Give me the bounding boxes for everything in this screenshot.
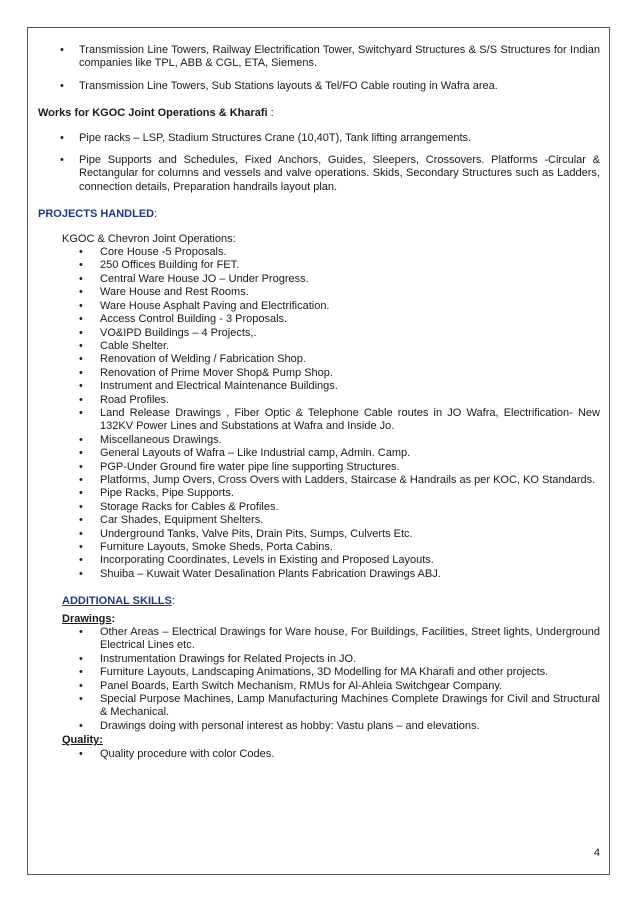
project-item: • Cable Shelter.: [62, 340, 600, 353]
kgoc-bullet-item: • Pipe Supports and Schedules, Fixed Anchors, Guides, Sleepers, Crossovers. Platforms -Circular & Rectangular for columns and vessels and valve operations. Skids, Secondary Structures such as Ladders, connection details, Preparation handrails layout plan.: [38, 154, 600, 194]
project-item: • PGP-Under Ground fire water pipe line supporting Structures.: [62, 461, 600, 474]
project-item: • Ware House Asphalt Paving and Electrification.: [62, 300, 600, 313]
project-item: • Pipe Racks, Pipe Supports.: [62, 487, 600, 500]
project-item: • 250 Offices Building for FET.: [62, 259, 600, 272]
project-item: • Ware House and Rest Rooms.: [62, 286, 600, 299]
projects-intro: KGOC & Chevron Joint Operations:: [62, 232, 236, 245]
drawings-heading-text: Drawings: [62, 612, 112, 625]
quality-heading: Quality:: [62, 734, 103, 747]
projects-list: [62, 246, 600, 581]
project-item: • Underground Tanks, Valve Pits, Drain Pits, Sumps, Culverts Etc.: [62, 528, 600, 541]
intro-bullet-list: [38, 44, 600, 93]
intro-bullet-item: • Transmission Line Towers, Railway Electrification Tower, Switchyard Structures & S/S Structures for Indian companies like TPL, ABB & CGL, ETA, Siemens.: [38, 44, 600, 71]
project-item: • Furniture Layouts, Smoke Sheds, Porta Cabins.: [62, 541, 600, 554]
drawings-heading-suffix: :: [111, 612, 116, 625]
project-item: • Instrument and Electrical Maintenance Buildings.: [62, 380, 600, 393]
drawing-skill-item: • Special Purpose Machines, Lamp Manufacturing Machines Complete Drawings for Civil and Structural & Mechanical.: [62, 693, 600, 720]
drawing-skill-item: • Drawings doing with personal interest as hobby: Vastu plans – and elevations.: [62, 720, 600, 733]
quality-item: • Quality procedure with color Codes.: [62, 748, 600, 761]
project-item: • Renovation of Prime Mover Shop& Pump Shop.: [62, 367, 600, 380]
additional-skills-heading-suffix: :: [171, 595, 175, 608]
projects-heading: [38, 208, 600, 221]
kgoc-heading-text: Works for KGOC Joint Operations & Kharafi: [38, 107, 268, 120]
drawings-heading: [62, 613, 600, 626]
intro-bullet-item: • Transmission Line Towers, Sub Stations layouts & Tel/FO Cable routing in Wafra area.: [38, 80, 600, 93]
additional-skills-heading: [62, 595, 600, 608]
project-item: • Access Control Building - 3 Proposals.: [62, 313, 600, 326]
kgoc-heading: [38, 107, 600, 120]
projects-heading-suffix: :: [154, 208, 158, 221]
project-item: • Miscellaneous Drawings.: [62, 434, 600, 447]
quality-list: [62, 748, 600, 761]
project-item: • Core House -5 Proposals.: [62, 246, 600, 259]
drawings-list: [62, 626, 600, 733]
project-item: • Shuiba – Kuwait Water Desalination Plants Fabrication Drawings ABJ.: [62, 568, 600, 581]
drawing-skill-item: • Instrumentation Drawings for Related Projects in JO.: [62, 653, 600, 666]
project-item: • VO&IPD Buildings – 4 Projects,.: [62, 327, 600, 340]
document-body: [38, 44, 600, 761]
project-item: • Central Ware House JO – Under Progress.: [62, 273, 600, 286]
kgoc-heading-suffix: :: [267, 107, 274, 120]
project-item: • Car Shades, Equipment Shelters.: [62, 514, 600, 527]
project-item: • Renovation of Welding / Fabrication Shop.: [62, 353, 600, 366]
projects-block: [38, 233, 600, 761]
kgoc-bullet-list: [38, 132, 600, 195]
projects-heading-text: PROJECTS HANDLED: [38, 208, 155, 221]
project-item: • Land Release Drawings , Fiber Optic & Telephone Cable routes in JO Wafra, Electrification- New 132KV Power Lines and Substations at Wafra and Inside Jo.: [62, 407, 600, 434]
project-item: • Road Profiles.: [62, 394, 600, 407]
drawing-skill-item: • Panel Boards, Earth Switch Mechanism, RMUs for Al-Ahleia Switchgear Company.: [62, 680, 600, 693]
page-number: 4: [593, 847, 600, 859]
project-item: • Incorporating Coordinates, Levels in Existing and Proposed Layouts.: [62, 554, 600, 567]
project-item: • General Layouts of Wafra – Like Industrial camp, Admin. Camp.: [62, 447, 600, 460]
additional-skills-heading-text: ADDITIONAL SKILLS: [62, 595, 172, 608]
kgoc-bullet-item: • Pipe racks – LSP, Stadium Structures Crane (10,40T), Tank lifting arrangements.: [38, 132, 600, 145]
project-item: • Storage Racks for Cables & Profiles.: [62, 501, 600, 514]
drawing-skill-item: • Other Areas – Electrical Drawings for Ware house, For Buildings, Facilities, Street lights, Underground Electrical Lines etc.: [62, 626, 600, 653]
drawing-skill-item: • Furniture Layouts, Landscaping Animations, 3D Modelling for MA Kharafi and other projects.: [62, 666, 600, 679]
project-item: • Platforms, Jump Overs, Cross Overs with Ladders, Staircase & Handrails as per KOC, KO Standards.: [62, 474, 600, 487]
